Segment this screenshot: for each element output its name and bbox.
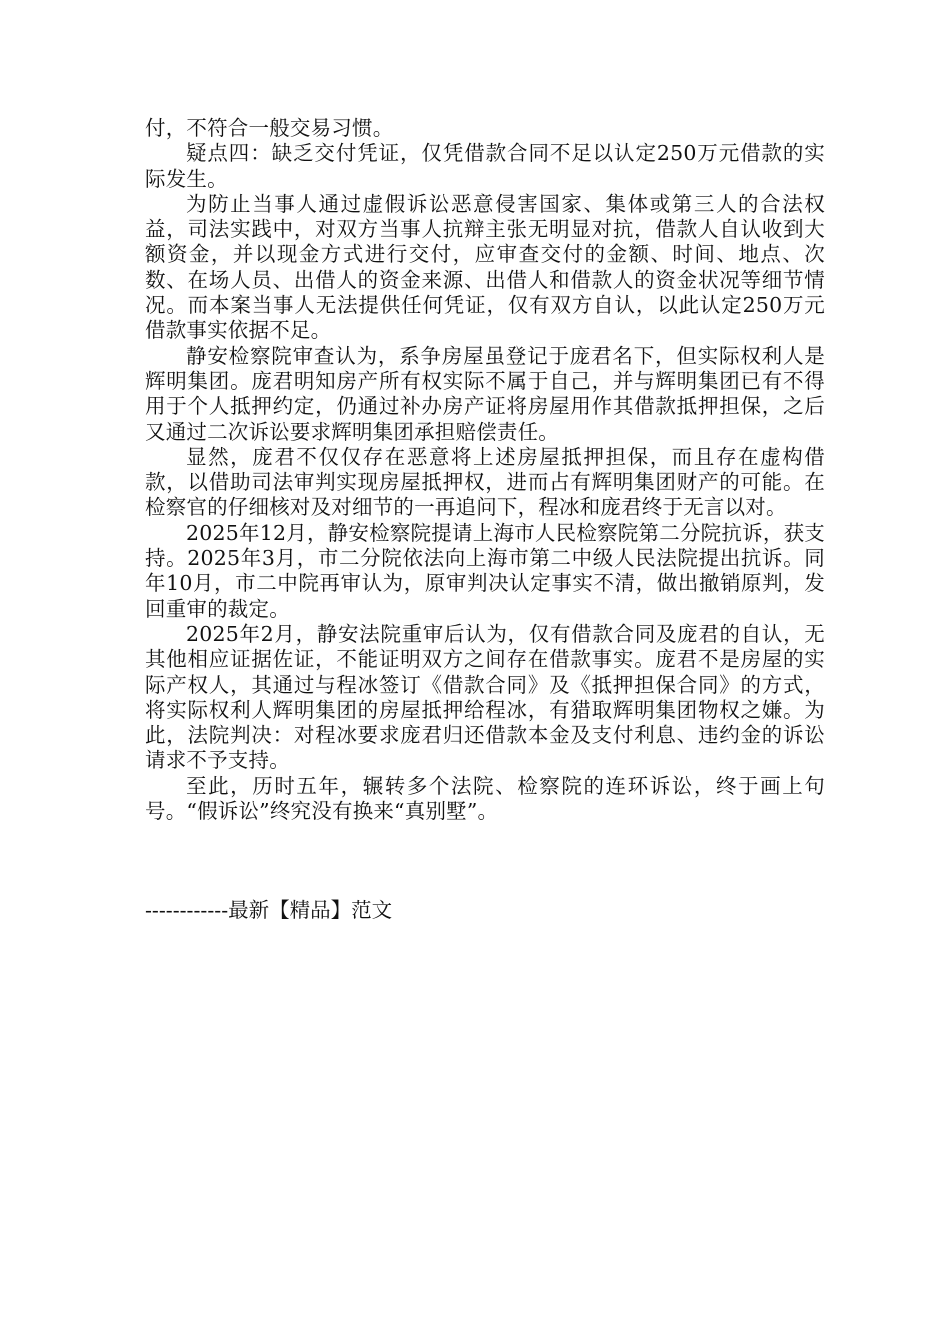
paragraph-continuation: 付，不符合一般交易习惯。 bbox=[145, 116, 394, 140]
paragraph-protest-timeline: 2025年12月，静安检察院提请上海市人民检察院第二分院抗诉，获支持。2025年3月，市二分院依法向上海市第二中级人民法院提出抗诉。同年10月，市二中院再审认为，原审判决认定事实不清，做出撤销原判，发回重审的裁定。 bbox=[145, 520, 825, 621]
paragraph-conclusion: 至此，历时五年，辗转多个法院、检察院的连环诉讼，终于画上句号。“假诉讼”终究没有换来“真别墅”。 bbox=[145, 773, 825, 824]
paragraph-procuratorate-finding: 静安检察院审查认为，系争房屋虽登记于庞君名下，但实际权利人是辉明集团。庞君明知房产所有权实际不属于自己，并与辉明集团已有不得用于个人抵押约定，仍通过补办房产证将房屋用作其借款抵押担保，之后又通过二次诉讼要求辉明集团承担赔偿责任。 bbox=[145, 343, 825, 444]
document-body bbox=[145, 116, 825, 824]
paragraph-doubt-four: 疑点四：缺乏交付凭证，仅凭借款合同不足以认定250万元借款的实际发生。 bbox=[145, 141, 825, 191]
footer-note: ------------最新【精品】范文 bbox=[145, 898, 393, 922]
paragraph-fictitious-loan: 显然，庞君不仅仅存在恶意将上述房屋抵押担保，而且存在虚构借款，以借助司法审判实现房屋抵押权，进而占有辉明集团财产的可能。在检察官的仔细核对及对细节的一再追问下，程冰和庞君终于无言以对。 bbox=[145, 444, 825, 520]
paragraph-false-litigation-review: 为防止当事人通过虚假诉讼恶意侵害国家、集体或第三人的合法权益，司法实践中，对双方当事人抗辩主张无明显对抗，借款人自认收到大额资金，并以现金方式进行交付，应审查交付的金额、时间、地点、次数、在场人员、出借人的资金来源、出借人和借款人的资金状况等细节情况。而本案当事人无法提供任何凭证，仅有双方自认，以此认定250万元借款事实依据不足。 bbox=[145, 191, 825, 343]
paragraph-retrial-judgment: 2025年2月，静安法院重审后认为，仅有借款合同及庞君的自认，无其他相应证据佐证，不能证明双方之间存在借款事实。庞君不是房屋的实际产权人，其通过与程冰签订《借款合同》及《抵押担保合同》的方式，将实际权利人辉明集团的房屋抵押给程冰，有猎取辉明集团物权之嫌。为此，法院判决：对程冰要求庞君归还借款本金及支付利息、违约金的诉讼请求不予支持。 bbox=[145, 621, 825, 773]
